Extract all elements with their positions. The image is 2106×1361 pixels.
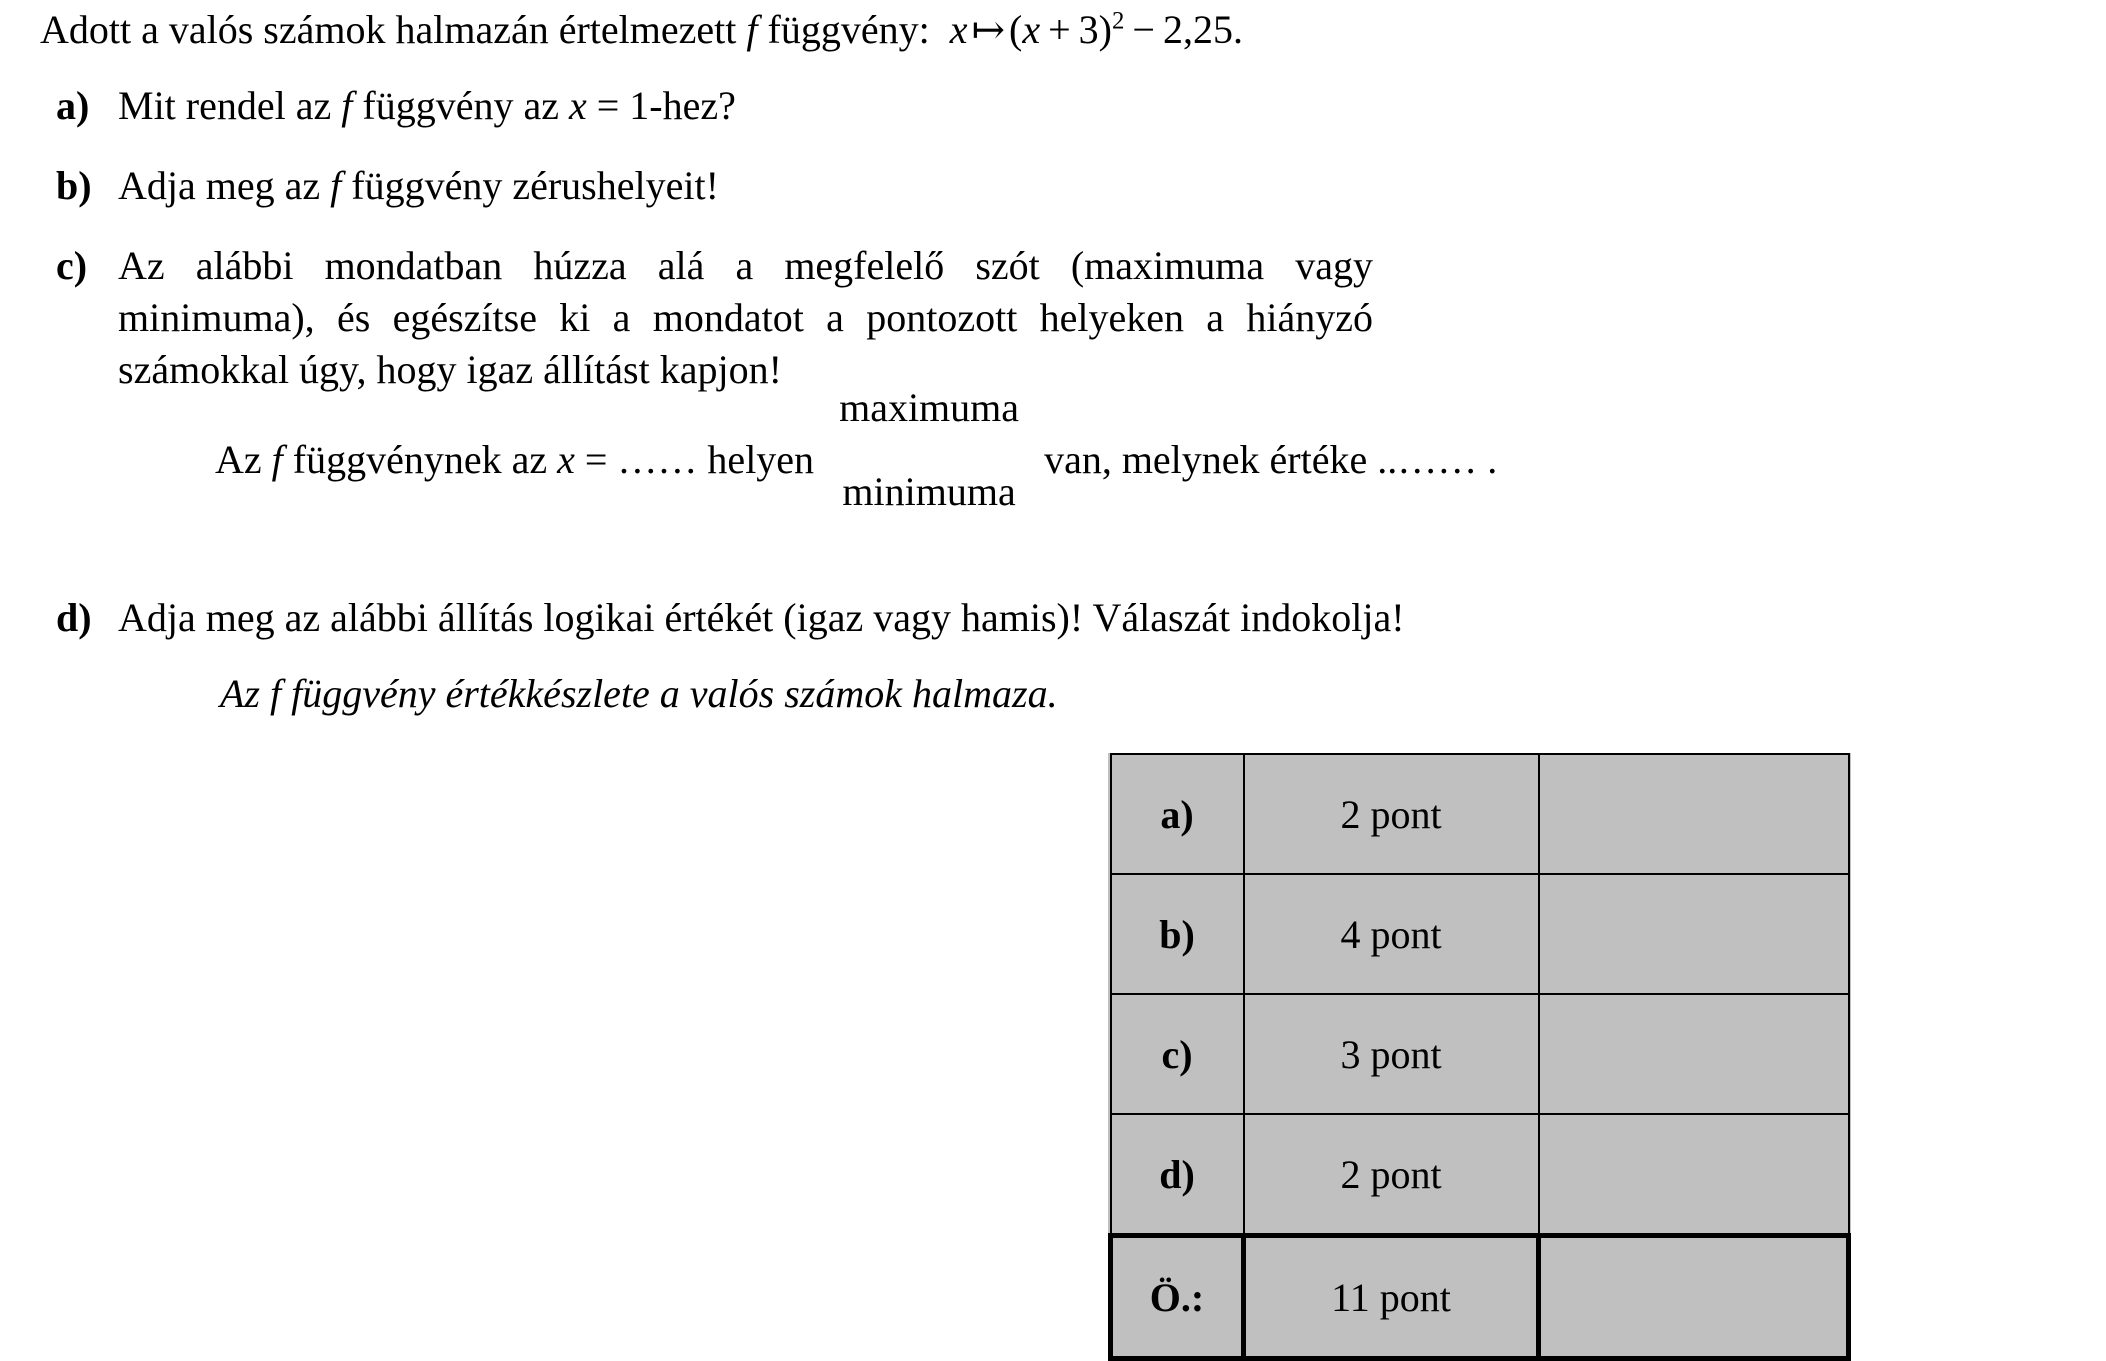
problem-item-b xyxy=(56,160,719,212)
fill-italic-x: x xyxy=(557,437,575,483)
formula-minus-sign: − xyxy=(1132,7,1155,52)
score-row-points-d: 2 pont xyxy=(1244,1114,1539,1236)
item-a-marker: a) xyxy=(56,83,90,128)
item-c-paragraph: Az alábbi mondatban húzza alá a megfelelő szót (maximuma vagy minimuma), és egészítse ki a mondatot a pontozott helyeken a hiányzó számokkal úgy, hogy igaz állítást kapjon! xyxy=(118,243,1373,392)
choice-minimum-option[interactable]: minimuma xyxy=(842,469,1016,514)
score-table xyxy=(1108,753,1851,1361)
score-row-blank-a[interactable] xyxy=(1539,754,1849,874)
score-row-blank-c[interactable] xyxy=(1539,994,1849,1114)
intro-text-before: Adott a valós számok halmazán értelmezett xyxy=(40,7,737,52)
item-d-marker: d) xyxy=(56,595,92,640)
problem-statement-intro xyxy=(40,6,1243,53)
score-total-blank[interactable] xyxy=(1539,1236,1849,1359)
fill-part-1: Az xyxy=(215,437,262,483)
item-b-body xyxy=(118,160,719,212)
fill-part-4: van, melynek értéke ..…… . xyxy=(1044,437,1498,483)
formula-period: . xyxy=(1233,7,1243,52)
score-row-label-b: b) xyxy=(1111,874,1244,994)
score-row-label-c: c) xyxy=(1111,994,1244,1114)
item-b-text-1: Adja meg az xyxy=(118,163,321,208)
item-a-body xyxy=(118,80,736,132)
item-d-body: Adja meg az alábbi állítás logikai értékét (igaz vagy hamis)! Válaszát indokolja! xyxy=(118,595,1405,640)
fill-italic-f: f xyxy=(271,437,283,483)
table-row xyxy=(1111,754,1849,874)
table-row-total xyxy=(1111,1236,1849,1359)
formula-variable: x xyxy=(949,7,968,52)
choice-stack xyxy=(814,385,1044,514)
table-row xyxy=(1111,874,1849,994)
item-a-text-3: = 1-hez? xyxy=(596,83,736,128)
choice-maximum-option[interactable]: maximuma xyxy=(839,385,1020,430)
score-row-label-d: d) xyxy=(1111,1114,1244,1236)
formula-close-paren: ) xyxy=(1098,7,1112,52)
score-row-points-a: 2 pont xyxy=(1244,754,1539,874)
item-a-text-2: függvény az xyxy=(362,83,559,128)
fill-part-2: függvénynek az xyxy=(292,437,548,483)
problem-item-a xyxy=(56,80,736,132)
score-total-points: 11 pont xyxy=(1244,1236,1539,1359)
table-row xyxy=(1111,1114,1849,1236)
formula-open-paren: ( xyxy=(1008,7,1023,52)
item-a-italic-x: x xyxy=(568,83,587,128)
fill-in-sentence xyxy=(215,385,1498,514)
formula-plus-sign: + xyxy=(1048,7,1071,52)
formula-subtracted-value: 2,25 xyxy=(1163,7,1233,52)
score-row-blank-b[interactable] xyxy=(1539,874,1849,994)
formula-inner-variable: x xyxy=(1022,7,1041,52)
item-b-italic-f: f xyxy=(330,163,342,208)
table-row xyxy=(1111,994,1849,1114)
intro-function-letter: f xyxy=(746,7,758,52)
score-total-label: Ö.: xyxy=(1111,1236,1244,1359)
problem-item-d xyxy=(56,592,1556,644)
item-d-statement: Az f függvény értékkészlete a valós számok halmaza. xyxy=(220,671,1058,716)
item-a-text-1: Mit rendel az xyxy=(118,83,332,128)
formula-exponent: 2 xyxy=(1112,7,1125,35)
score-row-points-c: 3 pont xyxy=(1244,994,1539,1114)
maps-to-icon: ↦ xyxy=(971,7,1005,52)
item-a-italic-f: f xyxy=(341,83,353,128)
intro-text-after: függvény: xyxy=(767,7,930,52)
item-b-marker: b) xyxy=(56,163,92,208)
formula-constant: 3 xyxy=(1078,7,1099,52)
problem-item-c xyxy=(56,240,1396,396)
function-formula xyxy=(940,7,1243,52)
score-row-label-a: a) xyxy=(1111,754,1244,874)
score-row-blank-d[interactable] xyxy=(1539,1114,1849,1236)
fill-part-3: = …… helyen xyxy=(584,437,815,483)
item-b-text-2: függvény zérushelyeit! xyxy=(351,163,719,208)
score-row-points-b: 4 pont xyxy=(1244,874,1539,994)
item-c-marker: c) xyxy=(56,243,88,288)
